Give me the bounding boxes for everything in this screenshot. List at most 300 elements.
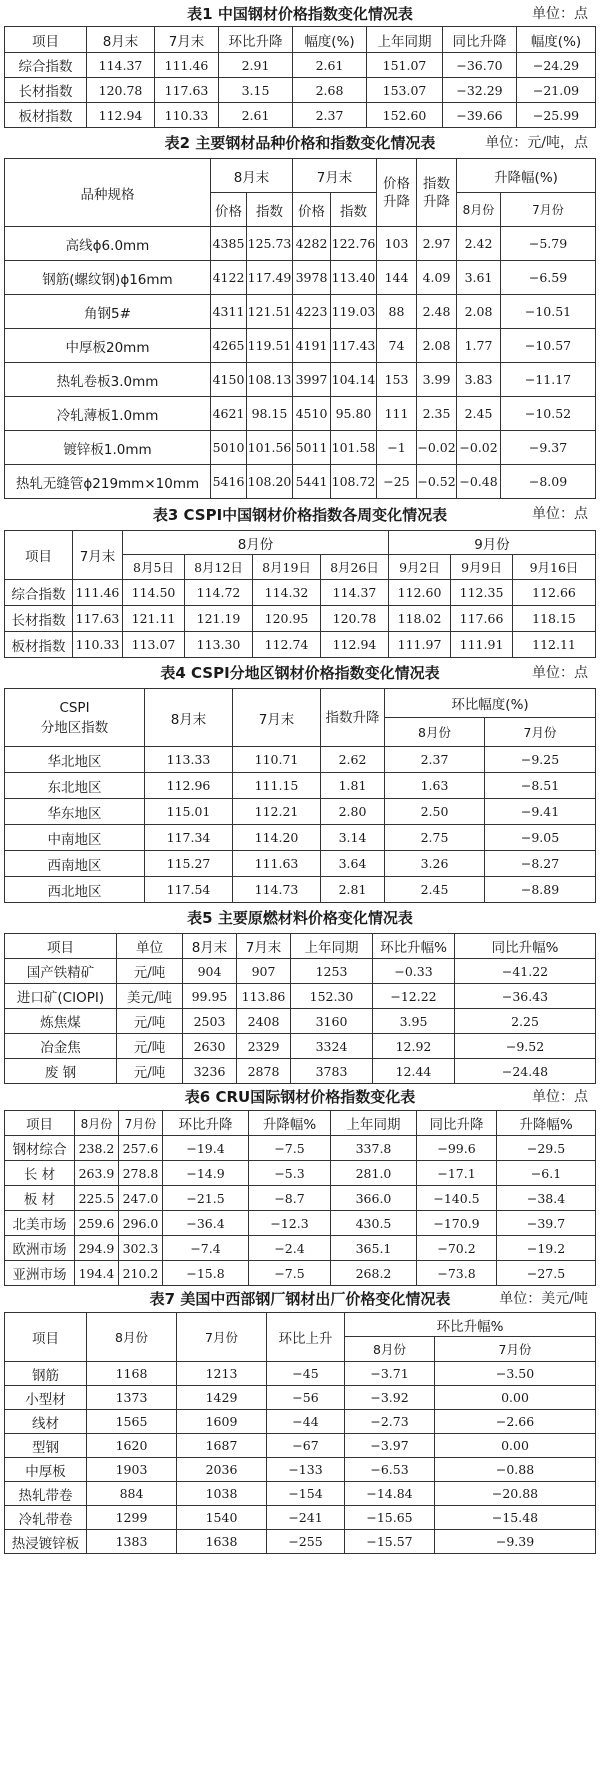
value-cell: 103	[377, 227, 417, 261]
value-cell: −9.25	[485, 747, 596, 773]
value-cell: 88	[377, 295, 417, 329]
value-cell: 4265	[211, 329, 247, 363]
table-6-header-cell: 升降幅%	[497, 1111, 596, 1136]
value-cell: 112.66	[513, 580, 596, 606]
table-row	[5, 773, 596, 799]
table-5-header-cell: 7月末	[237, 934, 291, 959]
value-cell: 210.2	[119, 1261, 163, 1286]
table-6-header-cell: 同比升降	[417, 1111, 497, 1136]
value-cell: 112.21	[233, 799, 321, 825]
value-cell: 1168	[87, 1362, 177, 1386]
value-cell: −20.88	[435, 1482, 596, 1506]
value-cell: 3324	[291, 1034, 373, 1059]
table-row	[5, 1009, 596, 1034]
value-cell: 5441	[293, 465, 331, 499]
row-label: 板材指数	[5, 632, 73, 658]
value-cell: 120.78	[87, 78, 155, 103]
value-cell: −21.5	[163, 1186, 249, 1211]
table-6-block	[4, 1084, 596, 1286]
value-cell: −241	[267, 1506, 345, 1530]
value-cell: 4282	[293, 227, 331, 261]
row-label: 热轧卷板3.0mm	[5, 363, 211, 397]
value-cell: −10.57	[501, 329, 596, 363]
value-cell: 3978	[293, 261, 331, 295]
row-label: 角钢5#	[5, 295, 211, 329]
table-5-header	[5, 934, 596, 959]
value-cell: −39.7	[497, 1211, 596, 1236]
table-1-unit: 单位：点	[532, 6, 588, 22]
value-cell: 115.27	[145, 851, 233, 877]
row-label: 小型材	[5, 1386, 87, 1410]
value-cell: −36.70	[443, 53, 517, 78]
table-2-subheader-cell: 指数	[331, 193, 377, 227]
table-1-header-cell: 上年同期	[367, 27, 443, 53]
table-3-subheader-cell: 8月12日	[185, 555, 253, 580]
value-cell: −8.51	[485, 773, 596, 799]
table-7-subheader-cell: 8月份	[345, 1337, 435, 1362]
table-5-title-row	[4, 903, 596, 933]
value-cell: −2.73	[345, 1410, 435, 1434]
table-7-header-item: 项目	[5, 1313, 87, 1362]
value-cell: 2.50	[385, 799, 485, 825]
table-3-header-sep: 9月份	[389, 531, 596, 555]
value-cell: −24.48	[455, 1059, 596, 1084]
value-cell: −10.51	[501, 295, 596, 329]
value-cell: −3.92	[345, 1386, 435, 1410]
value-cell: 2329	[237, 1034, 291, 1059]
table-row	[5, 877, 596, 903]
value-cell: −154	[267, 1482, 345, 1506]
table-2-subheader-cell: 价格	[211, 193, 247, 227]
table-1-header-cell: 幅度(%)	[293, 27, 367, 53]
value-cell: 0.00	[435, 1434, 596, 1458]
value-cell: 112.60	[389, 580, 451, 606]
value-cell: 117.54	[145, 877, 233, 903]
table-7	[4, 1312, 596, 1554]
value-cell: 114.20	[233, 825, 321, 851]
value-cell: 4.09	[417, 261, 457, 295]
table-row	[5, 295, 596, 329]
table-row	[5, 53, 596, 78]
value-cell: −6.53	[345, 1458, 435, 1482]
value-cell: 1687	[177, 1434, 267, 1458]
value-cell: −0.33	[373, 959, 455, 984]
table-row	[5, 1458, 596, 1482]
value-cell: −39.66	[443, 103, 517, 128]
table-4-header-item-line-2: 分地区指数	[40, 719, 109, 736]
table-2-header-aug: 8月末	[211, 159, 293, 193]
value-cell: 111	[377, 397, 417, 431]
value-cell: −6.1	[497, 1161, 596, 1186]
value-cell: 117.34	[145, 825, 233, 851]
row-label: 国产铁精矿	[5, 959, 117, 984]
value-cell: −15.8	[163, 1261, 249, 1286]
value-cell: 2503	[183, 1009, 237, 1034]
table-4-block	[4, 658, 596, 903]
value-cell: 151.07	[367, 53, 443, 78]
table-2-header-index-change: 指数升降	[417, 159, 457, 227]
row-label: 钢筋(螺纹钢)ϕ16mm	[5, 261, 211, 295]
table-row	[5, 1136, 596, 1161]
value-cell: 1540	[177, 1506, 267, 1530]
value-cell: 111.46	[73, 580, 123, 606]
value-cell: 112.94	[87, 103, 155, 128]
value-cell: −2.4	[249, 1236, 331, 1261]
table-4-unit: 单位：点	[532, 665, 588, 681]
table-5-header-cell: 8月末	[183, 934, 237, 959]
value-cell: 110.33	[155, 103, 219, 128]
table-1-header-cell: 7月末	[155, 27, 219, 53]
row-label: 热轧无缝管ϕ219mm×10mm	[5, 465, 211, 499]
table-5-header-cell: 项目	[5, 934, 117, 959]
value-cell: −7.4	[163, 1236, 249, 1261]
value-cell: 4191	[293, 329, 331, 363]
value-cell: 153	[377, 363, 417, 397]
value-cell: −9.39	[435, 1530, 596, 1554]
value-cell: 1373	[87, 1386, 177, 1410]
table-row	[5, 1211, 596, 1236]
value-cell: 1.77	[457, 329, 501, 363]
value-cell: 366.0	[331, 1186, 417, 1211]
value-cell: −133	[267, 1458, 345, 1482]
value-cell: 2.91	[219, 53, 293, 78]
table-row	[5, 78, 596, 103]
value-cell: 111.15	[233, 773, 321, 799]
table-1-body	[5, 53, 596, 128]
value-cell: 113.30	[185, 632, 253, 658]
table-2-header-price-change: 价格升降	[377, 159, 417, 227]
value-cell: −67	[267, 1434, 345, 1458]
value-cell: 3997	[293, 363, 331, 397]
table-4-body	[5, 747, 596, 903]
value-cell: 114.32	[253, 580, 321, 606]
table-3-header	[5, 531, 596, 580]
table-6-unit: 单位：点	[532, 1089, 588, 1105]
value-cell: −17.1	[417, 1161, 497, 1186]
value-cell: 74	[377, 329, 417, 363]
value-cell: −9.05	[485, 825, 596, 851]
value-cell: 111.97	[389, 632, 451, 658]
table-2-subheader-cell: 8月份	[457, 193, 501, 227]
value-cell: 2.45	[457, 397, 501, 431]
value-cell: 110.33	[73, 632, 123, 658]
value-cell: −15.65	[345, 1506, 435, 1530]
table-3-subheader-cell: 9月2日	[389, 555, 451, 580]
table-2	[4, 158, 596, 499]
row-label: 华东地区	[5, 799, 145, 825]
row-label: 长材指数	[5, 606, 73, 632]
value-cell: 3.99	[417, 363, 457, 397]
table-row	[5, 984, 596, 1009]
value-cell: 1213	[177, 1362, 267, 1386]
value-cell: 12.44	[373, 1059, 455, 1084]
value-cell: 113.07	[123, 632, 185, 658]
value-cell: 238.2	[75, 1136, 119, 1161]
value-cell: 278.8	[119, 1161, 163, 1186]
value-cell: −14.9	[163, 1161, 249, 1186]
table-6-header	[5, 1111, 596, 1136]
value-cell: 153.07	[367, 78, 443, 103]
table-6-header-cell: 环比升降	[163, 1111, 249, 1136]
row-label: 华北地区	[5, 747, 145, 773]
value-cell: 302.3	[119, 1236, 163, 1261]
value-cell: 4223	[293, 295, 331, 329]
value-cell: 1903	[87, 1458, 177, 1482]
value-cell: 117.63	[155, 78, 219, 103]
value-cell: 114.50	[123, 580, 185, 606]
value-cell: −0.88	[435, 1458, 596, 1482]
table-6-title-row	[4, 1084, 596, 1110]
table-4-title-row	[4, 658, 596, 688]
value-cell: 904	[183, 959, 237, 984]
table-4-header	[5, 689, 596, 747]
value-cell: 114.72	[185, 580, 253, 606]
value-cell: 884	[87, 1482, 177, 1506]
value-cell: 3.64	[321, 851, 385, 877]
value-cell: −25.99	[517, 103, 596, 128]
value-cell: 121.11	[123, 606, 185, 632]
value-cell: 1638	[177, 1530, 267, 1554]
table-row	[5, 329, 596, 363]
value-cell: 257.6	[119, 1136, 163, 1161]
value-cell: 337.8	[331, 1136, 417, 1161]
table-3-title-row	[4, 499, 596, 530]
row-label: 亚洲市场	[5, 1261, 75, 1286]
value-cell: 194.4	[75, 1261, 119, 1286]
value-cell: 98.15	[247, 397, 293, 431]
row-label: 中南地区	[5, 825, 145, 851]
value-cell: 1620	[87, 1434, 177, 1458]
value-cell: 152.30	[291, 984, 373, 1009]
value-cell: 2.08	[457, 295, 501, 329]
row-label: 综合指数	[5, 53, 87, 78]
value-cell: −9.41	[485, 799, 596, 825]
table-3-body	[5, 580, 596, 658]
value-cell: 113.33	[145, 747, 233, 773]
table-row	[5, 1386, 596, 1410]
value-cell: −10.52	[501, 397, 596, 431]
value-cell: −170.9	[417, 1211, 497, 1236]
value-cell: 3.15	[219, 78, 293, 103]
row-label: 冷轧带卷	[5, 1506, 87, 1530]
value-cell: 12.92	[373, 1034, 455, 1059]
table-4-header-item-line-1: CSPI	[59, 699, 90, 716]
value-cell: 112.35	[451, 580, 513, 606]
value-cell: 3160	[291, 1009, 373, 1034]
table-7-header	[5, 1313, 596, 1362]
value-cell: 5416	[211, 465, 247, 499]
table-4-subheader-cell: 8月份	[385, 718, 485, 747]
value-cell: 430.5	[331, 1211, 417, 1236]
table-row	[5, 851, 596, 877]
value-cell: −15.57	[345, 1530, 435, 1554]
row-label: 北美市场	[5, 1211, 75, 1236]
value-cell: −12.3	[249, 1211, 331, 1236]
table-5	[4, 933, 596, 1084]
value-cell: 2.75	[385, 825, 485, 851]
table-6-header-cell: 项目	[5, 1111, 75, 1136]
table-2-header	[5, 159, 596, 227]
value-cell: 2.68	[293, 78, 367, 103]
table-3-header-aug: 8月份	[123, 531, 389, 555]
table-3-subheader-cell: 9月16日	[513, 555, 596, 580]
value-cell: 2.62	[321, 747, 385, 773]
table-row	[5, 261, 596, 295]
value-cell: 3.26	[385, 851, 485, 877]
value-cell: 119.51	[247, 329, 293, 363]
value-cell: 281.0	[331, 1161, 417, 1186]
value-cell: 365.1	[331, 1236, 417, 1261]
table-row	[5, 363, 596, 397]
row-label: 欧洲市场	[5, 1236, 75, 1261]
table-4-header-aug: 8月末	[145, 689, 233, 747]
value-cell: 5010	[211, 431, 247, 465]
table-7-header-jul: 7月份	[177, 1313, 267, 1362]
value-cell: −7.5	[249, 1136, 331, 1161]
value-cell: −36.43	[455, 984, 596, 1009]
row-label: 废 钢	[5, 1059, 117, 1084]
table-2-subheader-cell: 7月份	[501, 193, 596, 227]
value-cell: 118.15	[513, 606, 596, 632]
value-cell: −99.6	[417, 1136, 497, 1161]
table-5-header-cell: 上年同期	[291, 934, 373, 959]
value-cell: 4510	[293, 397, 331, 431]
value-cell: −11.17	[501, 363, 596, 397]
value-cell: −7.5	[249, 1261, 331, 1286]
table-2-body	[5, 227, 596, 499]
value-cell: −9.37	[501, 431, 596, 465]
value-cell: −25	[377, 465, 417, 499]
value-cell: −8.09	[501, 465, 596, 499]
value-cell: 3.14	[321, 825, 385, 851]
value-cell: 110.71	[233, 747, 321, 773]
value-cell: 120.78	[321, 606, 389, 632]
row-label: 长材指数	[5, 78, 87, 103]
value-cell: −0.48	[457, 465, 501, 499]
table-3-header-jul: 7月末	[73, 531, 123, 580]
table-1-title: 表1 中国钢材价格指数变化情况表	[187, 5, 413, 23]
row-label: 西北地区	[5, 877, 145, 903]
table-1-header-cell: 项目	[5, 27, 87, 53]
row-label: 高线ϕ6.0mm	[5, 227, 211, 261]
table-6-header-cell: 升降幅%	[249, 1111, 331, 1136]
value-cell: 117.49	[247, 261, 293, 295]
row-label: 进口矿(CIOPI)	[5, 984, 117, 1009]
value-cell: 95.80	[331, 397, 377, 431]
unit-cell: 美元/吨	[117, 984, 183, 1009]
value-cell: −255	[267, 1530, 345, 1554]
row-label: 线材	[5, 1410, 87, 1434]
table-2-subheader-cell: 价格	[293, 193, 331, 227]
value-cell: 1253	[291, 959, 373, 984]
value-cell: 259.6	[75, 1211, 119, 1236]
value-cell: 1383	[87, 1530, 177, 1554]
table-row	[5, 1410, 596, 1434]
table-row	[5, 606, 596, 632]
table-row	[5, 799, 596, 825]
value-cell: −19.2	[497, 1236, 596, 1261]
value-cell: 104.14	[331, 363, 377, 397]
value-cell: 4621	[211, 397, 247, 431]
value-cell: −12.22	[373, 984, 455, 1009]
table-6-header-cell: 7月份	[119, 1111, 163, 1136]
value-cell: −38.4	[497, 1186, 596, 1211]
value-cell: 2.08	[417, 329, 457, 363]
value-cell: −8.27	[485, 851, 596, 877]
value-cell: 117.63	[73, 606, 123, 632]
table-2-block	[4, 128, 596, 499]
table-5-block	[4, 903, 596, 1084]
value-cell: 118.02	[389, 606, 451, 632]
table-row	[5, 959, 596, 984]
value-cell: 125.73	[247, 227, 293, 261]
value-cell: 268.2	[331, 1261, 417, 1286]
value-cell: 2.42	[457, 227, 501, 261]
value-cell: 294.9	[75, 1236, 119, 1261]
row-label: 板 材	[5, 1186, 75, 1211]
table-row	[5, 1161, 596, 1186]
table-3-title: 表3 CSPI中国钢材价格指数各周变化情况表	[152, 506, 448, 524]
table-3-unit: 单位：点	[532, 506, 588, 522]
table-row	[5, 580, 596, 606]
value-cell: −0.02	[457, 431, 501, 465]
value-cell: 1299	[87, 1506, 177, 1530]
table-7-body	[5, 1362, 596, 1554]
value-cell: 99.95	[183, 984, 237, 1009]
table-7-unit: 单位：美元/吨	[499, 1291, 588, 1307]
table-2-header-pct: 升降幅(%)	[457, 159, 596, 193]
value-cell: 296.0	[119, 1211, 163, 1236]
row-label: 镀锌板1.0mm	[5, 431, 211, 465]
table-row	[5, 103, 596, 128]
table-row	[5, 747, 596, 773]
table-row	[5, 431, 596, 465]
value-cell: 2.61	[219, 103, 293, 128]
value-cell: 3.83	[457, 363, 501, 397]
table-3-subheader-cell: 9月9日	[451, 555, 513, 580]
value-cell: 113.40	[331, 261, 377, 295]
value-cell: 2.25	[455, 1009, 596, 1034]
table-row	[5, 227, 596, 261]
value-cell: 2.61	[293, 53, 367, 78]
value-cell: 907	[237, 959, 291, 984]
value-cell: −56	[267, 1386, 345, 1410]
value-cell: −14.84	[345, 1482, 435, 1506]
value-cell: 263.9	[75, 1161, 119, 1186]
value-cell: 2.81	[321, 877, 385, 903]
value-cell: −19.4	[163, 1136, 249, 1161]
value-cell: 108.72	[331, 465, 377, 499]
value-cell: −24.29	[517, 53, 596, 78]
value-cell: 1.81	[321, 773, 385, 799]
value-cell: 2.97	[417, 227, 457, 261]
table-1-header-cell: 同比升降	[443, 27, 517, 53]
value-cell: −73.8	[417, 1261, 497, 1286]
value-cell: 247.0	[119, 1186, 163, 1211]
table-2-header-jul: 7月末	[293, 159, 377, 193]
value-cell: −5.79	[501, 227, 596, 261]
table-row	[5, 1506, 596, 1530]
value-cell: 3.61	[457, 261, 501, 295]
value-cell: 1429	[177, 1386, 267, 1410]
value-cell: −8.89	[485, 877, 596, 903]
value-cell: 122.76	[331, 227, 377, 261]
table-4-header-change: 指数升降	[321, 689, 385, 747]
row-label: 热轧带卷	[5, 1482, 87, 1506]
table-row	[5, 397, 596, 431]
table-row	[5, 1482, 596, 1506]
table-row	[5, 1362, 596, 1386]
